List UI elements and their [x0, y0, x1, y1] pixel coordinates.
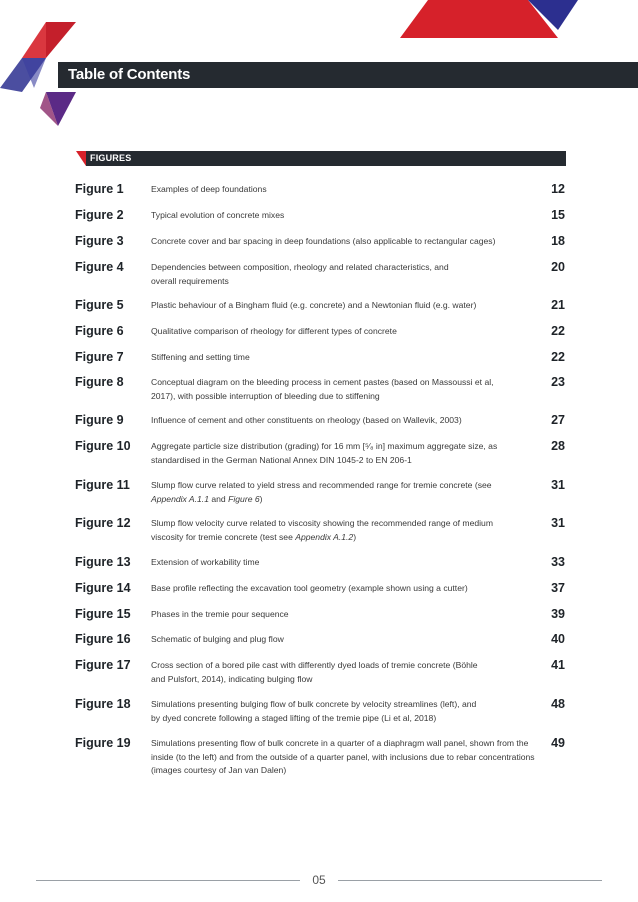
figure-page-number: 37	[551, 581, 565, 595]
figure-description: Extension of workability time	[151, 557, 260, 567]
footer-rule-left	[36, 880, 300, 881]
figure-description: Plastic behaviour of a Bingham fluid (e.g. concrete) and a Newtonian fluid (e.g. water)	[151, 300, 477, 310]
figure-description-text: Slump flow velocity curve related to viscosity showing the recommended range of medium viscosity for tremie concrete (test see	[151, 518, 493, 542]
figure-description: Simulations presenting flow of bulk concrete in a quarter of a diaphragm wall panel, shown from the inside (to the left) and from the outside of a quarter panel, with inclusions due to rebar concentrations (images courtesy of Jan van Dalen)	[151, 738, 535, 775]
figure-description: Influence of cement and other constituents on rheology (based on Wallevik, 2003)	[151, 415, 462, 425]
figure-label: Figure 14	[75, 581, 131, 595]
page-number: 05	[312, 873, 326, 887]
figure-label: Figure 17	[75, 658, 131, 672]
figure-label: Figure 12	[75, 516, 131, 530]
figure-page-number: 20	[551, 260, 565, 274]
figure-page-number: 41	[551, 658, 565, 672]
figure-description-text: )	[259, 493, 263, 504]
figure-label: Figure 1	[75, 182, 124, 196]
figure-description-text: )	[353, 531, 357, 542]
figure-description: Examples of deep foundations	[151, 184, 267, 194]
figure-label: Figure 19	[75, 736, 131, 750]
figure-page-number: 48	[551, 697, 565, 711]
figure-description-text: Slump flow curve related to yield stress and recommended range for tremie concrete (see	[151, 480, 492, 490]
appendix-reference: Appendix A.1.2	[295, 531, 354, 542]
figure-page-number: 31	[551, 478, 565, 492]
figure-page-number: 33	[551, 555, 565, 569]
figure-page-number: 27	[551, 413, 565, 427]
figure-page-number: 31	[551, 516, 565, 530]
figure-description: Schematic of bulging and plug flow	[151, 634, 284, 644]
figure-label: Figure 2	[75, 208, 124, 222]
figure-label: Figure 9	[75, 413, 124, 427]
figure-description: Base profile reflecting the excavation tool geometry (example shown using a cutter)	[151, 583, 468, 593]
section-bar	[86, 151, 566, 166]
figure-description-text: and	[208, 493, 229, 504]
figure-description	[151, 479, 516, 506]
figure-description: Qualitative comparison of rheology for different types of concrete	[151, 326, 397, 336]
figure-description: Phases in the tremie pour sequence	[151, 609, 289, 619]
footer-rule-right	[338, 880, 602, 881]
figure-label: Figure 4	[75, 260, 124, 274]
figure-label: Figure 18	[75, 697, 131, 711]
figure-description: Concrete cover and bar spacing in deep foundations (also applicable to rectangular cages)	[151, 236, 496, 246]
decorative-triangles-right	[400, 0, 580, 40]
figure-description: Typical evolution of concrete mixes	[151, 210, 285, 220]
figure-label: Figure 11	[75, 478, 130, 492]
figure-description: Conceptual diagram on the bleeding process in cement pastes (based on Massoussi et al, 2017), with possible interruption of bleeding due to stiffening	[151, 377, 494, 401]
figure-page-number: 12	[551, 182, 565, 196]
figure-page-number: 23	[551, 375, 565, 389]
figure-description: Dependencies between composition, rheology and related characteristics, and overall requirements	[151, 262, 449, 286]
figure-page-number: 49	[551, 736, 565, 750]
figure-label: Figure 15	[75, 607, 131, 621]
figure-label: Figure 10	[75, 439, 131, 453]
figure-page-number: 40	[551, 632, 565, 646]
figure-label: Figure 7	[75, 350, 124, 364]
figure-page-number: 15	[551, 208, 565, 222]
section-heading: FIGURES	[90, 153, 132, 163]
figure-label: Figure 13	[75, 555, 131, 569]
figure-description: Cross section of a bored pile cast with differently dyed loads of tremie concrete (Böhle and Pulsfort, 2014), indicating bulging flow	[151, 660, 478, 684]
page-title: Table of Contents	[68, 66, 191, 83]
figure-label: Figure 3	[75, 234, 124, 248]
appendix-reference: Appendix A.1.1	[151, 493, 209, 504]
figure-label: Figure 5	[75, 298, 124, 312]
figure-label: Figure 16	[75, 632, 131, 646]
figure-description: Simulations presenting bulging flow of bulk concrete by velocity streamlines (left), and by dyed concrete following a staged lifting of the tremie pipe (Li et al, 2018)	[151, 699, 477, 723]
figure-page-number: 39	[551, 607, 565, 621]
figure-description: Stiffening and setting time	[151, 352, 250, 362]
figure-reference: Figure 6	[228, 493, 260, 504]
figure-page-number: 22	[551, 350, 565, 364]
figure-page-number: 28	[551, 439, 565, 453]
figure-page-number: 22	[551, 324, 565, 338]
figure-description: Aggregate particle size distribution (grading) for 16 mm [⁵⁄₈ in] maximum aggregate size, as standardised in the German National Annex DIN 1045-2 to EN 206-1	[151, 441, 498, 465]
figure-description	[151, 517, 496, 544]
figure-page-number: 18	[551, 234, 565, 248]
figure-label: Figure 6	[75, 324, 124, 338]
figure-label: Figure 8	[75, 375, 124, 389]
figure-page-number: 21	[551, 298, 565, 312]
